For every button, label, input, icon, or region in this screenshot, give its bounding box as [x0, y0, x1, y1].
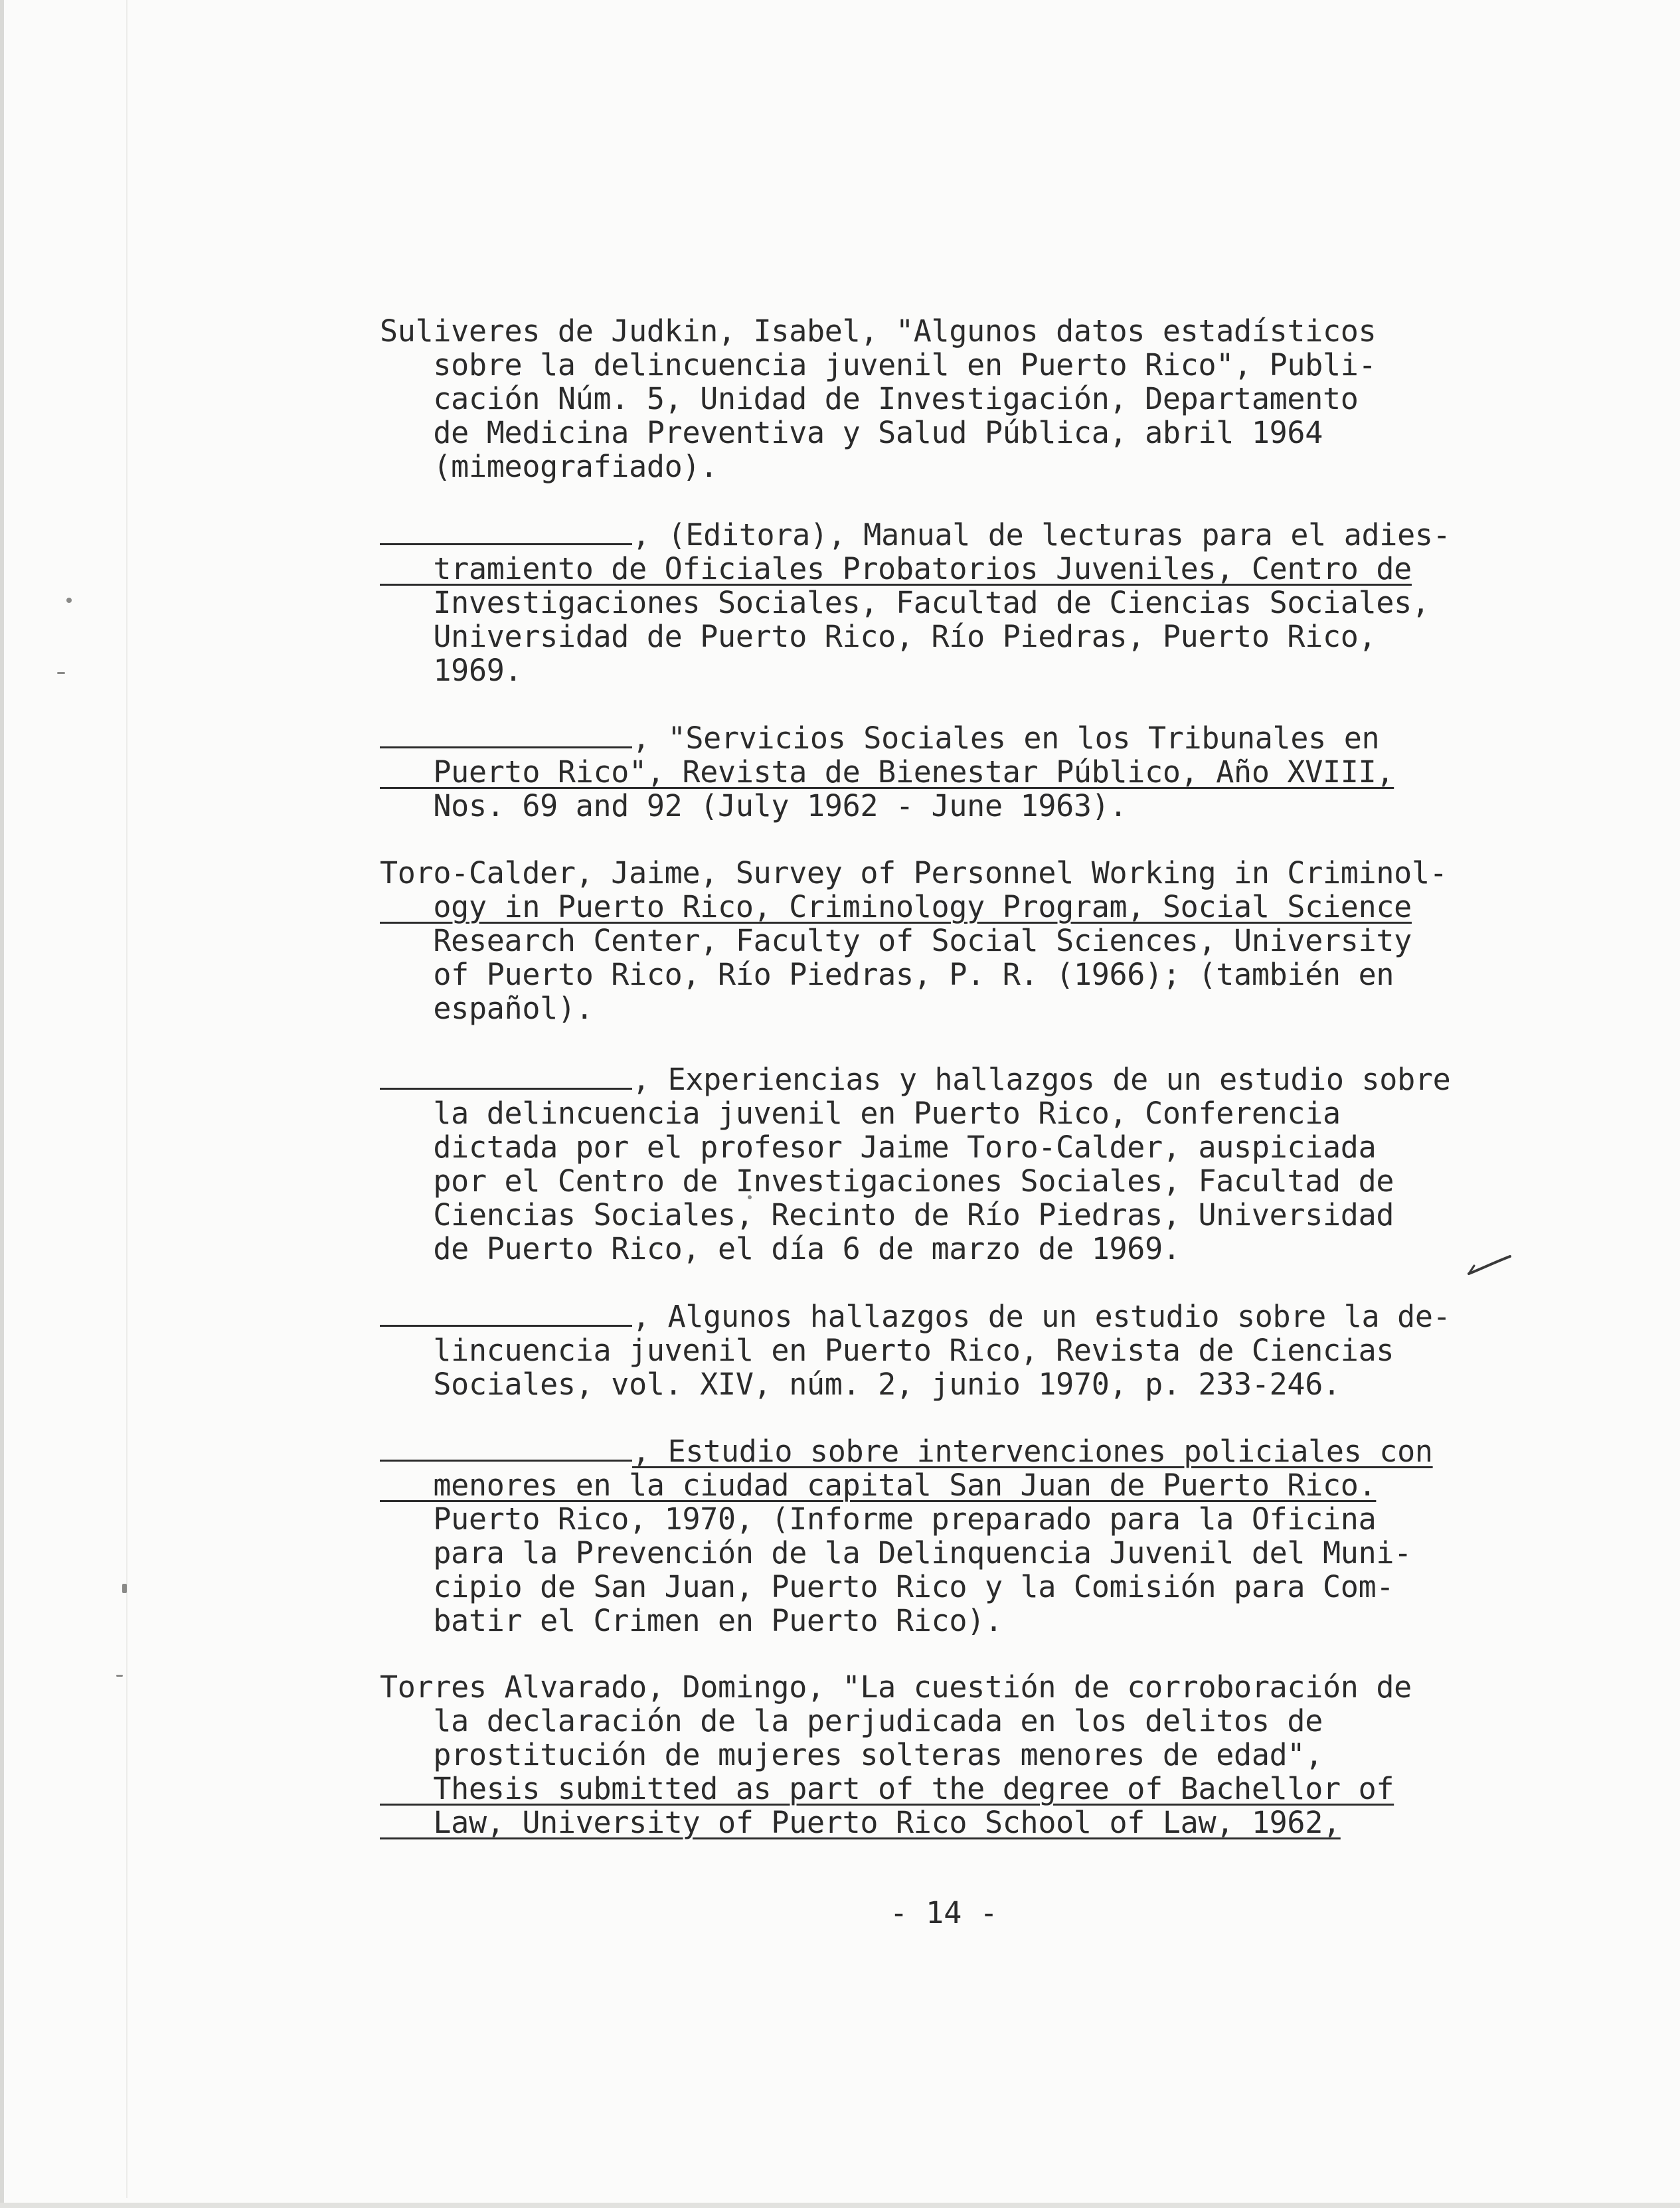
- entry-line: Universidad de Puerto Rico, Río Piedras, Puerto Rico,: [380, 619, 1377, 654]
- bibliography-entry: [380, 687, 1482, 823]
- repeat-author-dash: [380, 543, 632, 545]
- bibliography-entry: [380, 1636, 1482, 1839]
- entry-line: Law, University of Puerto Rico School of Law, 1962,: [380, 1805, 1341, 1840]
- entry-line: español).: [380, 991, 594, 1026]
- scan-speck: [122, 1584, 127, 1593]
- scan-speck: [57, 672, 65, 674]
- scan-speck: [66, 598, 72, 603]
- entry-line: Investigaciones Sociales, Facultad de Ciencias Sociales,: [380, 585, 1430, 620]
- scan-edge-bottom: [0, 2203, 1680, 2208]
- entry-line: lincuencia juvenil en Puerto Rico, Revista de Ciencias: [380, 1333, 1394, 1368]
- bibliography-entry: [380, 484, 1482, 687]
- scan-edge-left: [0, 0, 4, 2208]
- entry-line: cipio de San Juan, Puerto Rico y la Comisión para Com-: [380, 1569, 1394, 1604]
- handwritten-check-mark: [1466, 1254, 1513, 1278]
- entry-line: , (Editora), Manual de lecturas para el adies-: [632, 517, 1451, 552]
- entry-line: Ciencias Sociales, Recinto de Río Piedras, Universidad: [380, 1197, 1394, 1232]
- repeat-author-dash: [380, 1325, 632, 1327]
- bibliography-entry: [380, 1029, 1482, 1266]
- bibliography-entry: [380, 1401, 1482, 1638]
- bibliography-entry: [380, 822, 1482, 1025]
- entry-line: Torres Alvarado, Domingo, "La cuestión de corroboración de: [380, 1669, 1412, 1705]
- entry-line: la delincuencia juvenil en Puerto Rico, Conferencia: [380, 1096, 1341, 1131]
- entry-line: Suliveres de Judkin, Isabel, "Algunos datos estadísticos: [380, 313, 1377, 349]
- repeat-author-dash: [380, 1088, 632, 1090]
- entry-line: (mimeografiado).: [380, 449, 718, 484]
- entry-line: 1969.: [380, 653, 523, 688]
- entry-line: , "Servicios Sociales en los Tribunales en: [632, 721, 1380, 756]
- entry-line: para la Prevención de la Delinquencia Juvenil del Muni-: [380, 1535, 1412, 1571]
- entry-line: ogy in Puerto Rico, Criminology Program, Social Science: [380, 889, 1412, 924]
- margin-rule: [126, 0, 127, 2198]
- entry-line: Research Center, Faculty of Social Sciences, University: [380, 923, 1412, 958]
- entry-line: prostitución de mujeres solteras menores de edad",: [380, 1737, 1323, 1772]
- entry-line: la declaración de la perjudicada en los delitos de: [380, 1703, 1323, 1739]
- entry-line: Puerto Rico, 1970, (Informe preparado para la Oficina: [380, 1501, 1377, 1537]
- page-number: - 14 -: [890, 1895, 998, 1930]
- entry-line: of Puerto Rico, Río Piedras, P. R. (1966); (también en: [380, 957, 1394, 992]
- entry-line: Sociales, vol. XIV, núm. 2, junio 1970, p. 233-246.: [380, 1367, 1341, 1402]
- entry-line: Puerto Rico", Revista de Bienestar Público, Año XVIII,: [380, 754, 1394, 790]
- entry-line: , Estudio sobre intervenciones policiales con: [632, 1434, 1433, 1469]
- entry-line: tramiento de Oficiales Probatorios Juveniles, Centro de: [380, 551, 1412, 586]
- entry-line: , Experiencias y hallazgos de un estudio sobre: [632, 1062, 1451, 1097]
- bibliography-entry: [380, 280, 1482, 483]
- entry-line: cación Núm. 5, Unidad de Investigación, Departamento: [380, 381, 1359, 416]
- scan-speck: [116, 1675, 123, 1677]
- entry-line: de Puerto Rico, el día 6 de marzo de 1969.: [380, 1231, 1181, 1266]
- entry-line: batir el Crimen en Puerto Rico).: [380, 1603, 1003, 1638]
- repeat-author-dash: [380, 746, 632, 748]
- entry-line: menores en la ciudad capital San Juan de Puerto Rico.: [380, 1468, 1377, 1503]
- entry-line: , Algunos hallazgos de un estudio sobre la de-: [632, 1299, 1451, 1334]
- repeat-author-dash: [380, 1460, 632, 1462]
- bibliography-entry: [380, 1266, 1482, 1401]
- entry-line: dictada por el profesor Jaime Toro-Calder, auspiciada: [380, 1130, 1377, 1165]
- entry-line: sobre la delincuencia juvenil en Puerto Rico", Publi-: [380, 347, 1377, 382]
- entry-line: Toro-Calder, Jaime, Survey of Personnel Working in Criminol-: [380, 855, 1448, 891]
- entry-line: Nos. 69 and 92 (July 1962 - June 1963).: [380, 788, 1128, 823]
- entry-line: Thesis submitted as part of the degree of Bachellor of: [380, 1771, 1394, 1806]
- entry-line: de Medicina Preventiva y Salud Pública, abril 1964: [380, 415, 1323, 450]
- entry-line: por el Centro de Investigaciones Sociales, Facultad de: [380, 1163, 1394, 1199]
